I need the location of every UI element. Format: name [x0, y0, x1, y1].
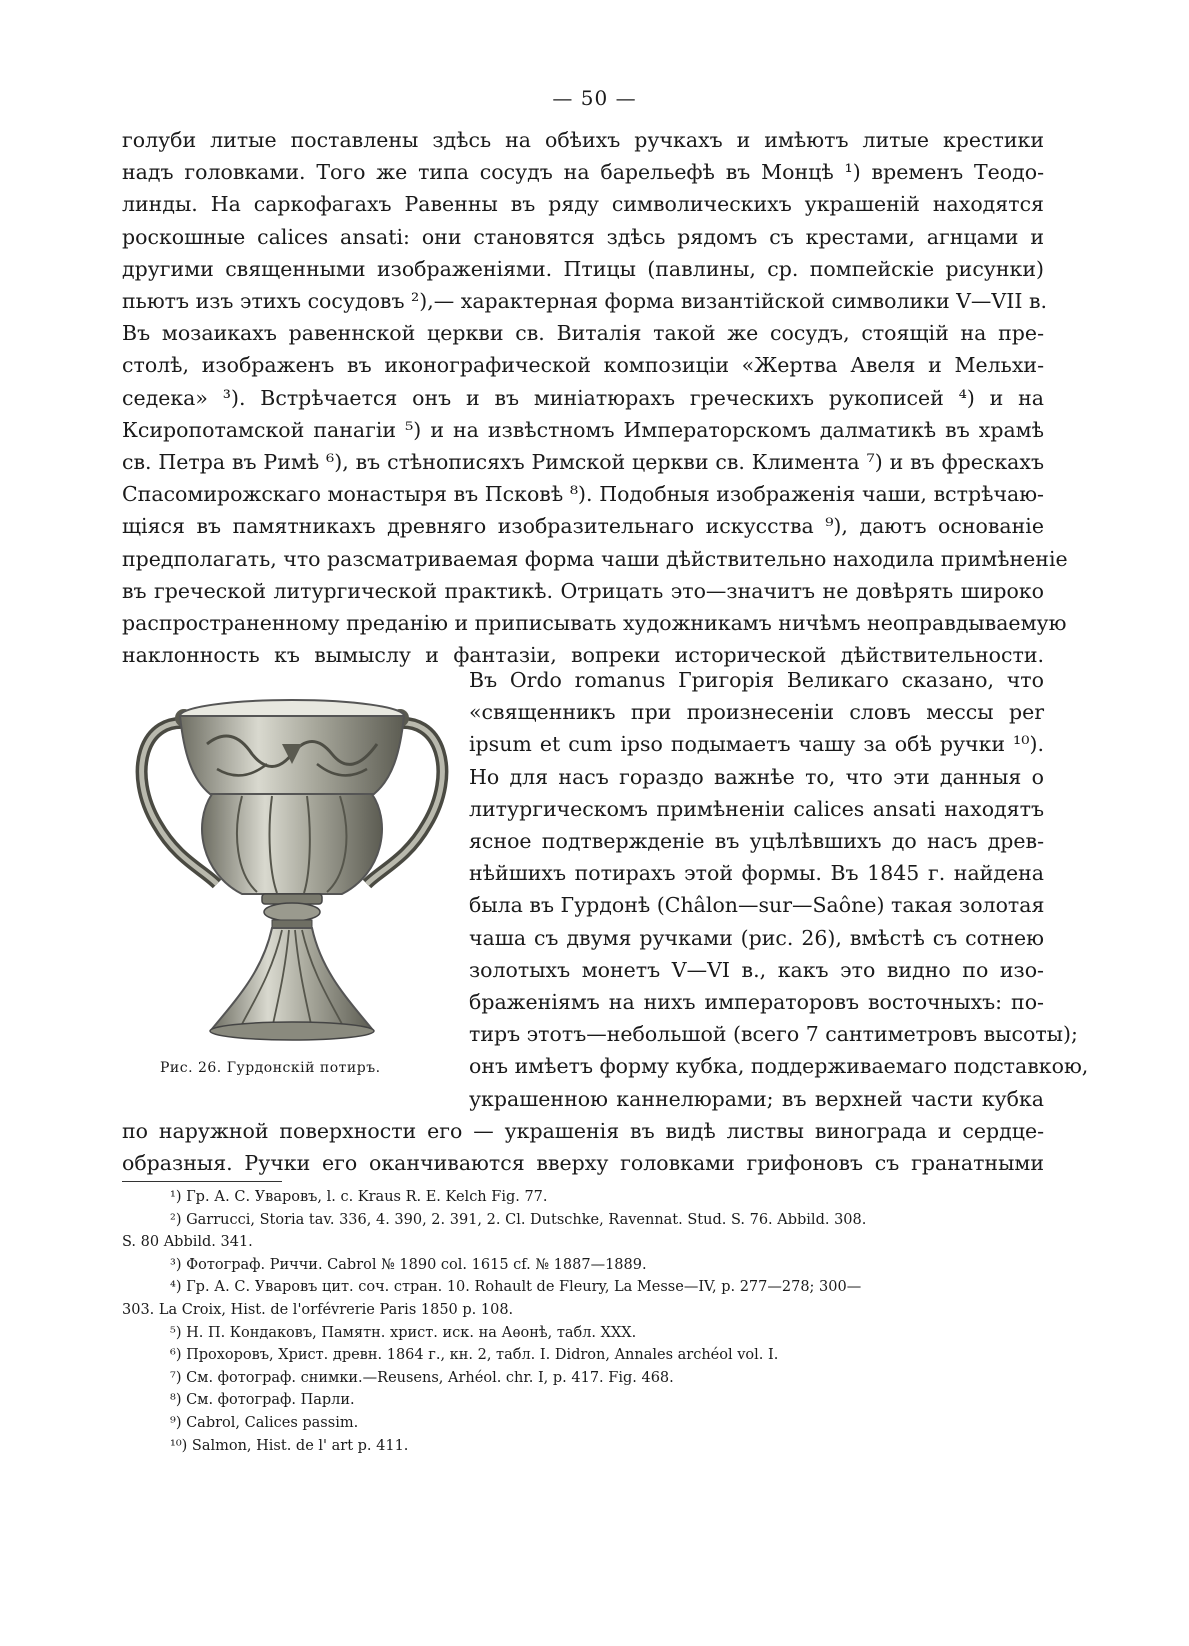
text-line: надъ головками. Того же типа сосудъ на барельефѣ въ Монцѣ ¹) временъ Теодо- [122, 160, 1044, 185]
footnote-continuation: S. 80 Abbild. 341. [122, 1234, 253, 1251]
text-line: предполагать, что разсматриваемая форма чаши дѣйствительно находила примѣненіе [122, 546, 1068, 571]
footnotes [122, 1186, 1044, 1457]
footnote-divider [122, 1181, 282, 1182]
footnote: ¹⁰) Salmon, Hist. de l' art p. 411. [170, 1437, 409, 1454]
footnote: ⁹) Cabrol, Calices passim. [170, 1414, 359, 1431]
footnote: ⁸) См. фотограф. Парли. [170, 1392, 355, 1409]
text-line: голуби литые поставлены здѣсь на обѣихъ ручкахъ и имѣютъ литые крестики [122, 128, 1044, 152]
footnote: ¹) Гр. А. С. Уваровъ, l. c. Kraus R. E. Kelch Fig. 77. [170, 1189, 548, 1205]
wrapped-paragraph [469, 664, 1089, 1115]
text-line: другими священными изображеніями. Птицы (павлины, ср. помпейскіе рисунки) [122, 256, 1044, 281]
text-line: Ксиропотамской панагіи ⁵) и на извѣстномъ Императорскомъ далматикѣ въ храмѣ [122, 417, 1044, 442]
text-line: литургическомъ примѣненіи calices ansati находятъ [469, 796, 1044, 821]
text-line: роскошные calices ansati: они становятся здѣсь рядомъ съ крестами, агнцами и [122, 224, 1044, 249]
text-line: Въ Ordo romanus Григорія Великаго сказано, что [469, 668, 1044, 692]
figure-caption: Рис. 26. Гурдонскій потиръ. [160, 1060, 381, 1076]
text-line: наклонность къ вымыслу и фантазіи, вопреки исторической дѣйствительности. [122, 643, 1044, 668]
text-line: ipsum et cum ipso подымаетъ чашу за обѣ ручки ¹⁰). [469, 732, 1044, 757]
text-line: Но для насъ гораздо важнѣе то, что эти данныя о [469, 764, 1044, 789]
text-line: «священникъ при произнесеніи словъ мессы per [469, 700, 1044, 725]
footnote-continuation: 303. La Croix, Hist. de l'orfévrerie Paris 1850 p. 108. [122, 1301, 514, 1318]
text-line: по наружной поверхности его — украшенія въ видѣ листвы винограда и сердце- [122, 1119, 1044, 1143]
text-line: браженіямъ на нихъ императоровъ восточныхъ: по- [469, 990, 1044, 1015]
page-number: — 50 — [552, 86, 637, 110]
text-line: онъ имѣетъ форму кубка, поддерживаемаго подставкою, [469, 1054, 1089, 1079]
footnote: ⁴) Гр. А. С. Уваровъ цит. соч. стран. 10. Rohault de Fleury, La Messe—IV, p. 277—278; 300— [170, 1279, 862, 1296]
footnote: ⁷) См. фотограф. снимки.—Reusens, Arhéol. chr. I, p. 417. Fig. 468. [170, 1369, 674, 1386]
text-line: чаша съ двумя ручками (рис. 26), вмѣстѣ съ сотнею [469, 925, 1044, 950]
text-line: пьютъ изъ этихъ сосудовъ ²),— характерная форма византійской символики V—VII в. [122, 289, 1048, 314]
text-line: была въ Гурдонѣ (Châlon—sur—Saône) такая золотая [469, 893, 1045, 918]
text-line: распространенному преданію и приписывать художникамъ ничѣмъ неоправдываемую [122, 611, 1067, 636]
text-line: столѣ, изображенъ въ иконографической композиціи «Жертва Авеля и Мельхи- [122, 353, 1044, 378]
text-line: линды. На саркофагахъ Равенны въ ряду символическихъ украшеній находятся [122, 192, 1044, 217]
text-line: ясное подтвержденіе въ уцѣлѣвшихъ до насъ древ- [469, 829, 1044, 854]
text-line: Въ мозаикахъ равеннской церкви св. Виталія такой же сосудъ, стоящій на пре- [122, 321, 1044, 346]
continuation-paragraph [122, 1115, 1044, 1179]
footnote: ⁶) Прохоровъ, Христ. древн. 1864 г., кн. 2, табл. I. Didron, Annales archéol vol. I. [170, 1347, 779, 1364]
text-line: тиръ этотъ—небольшой (всего 7 сантиметровъ высоты); [469, 1022, 1078, 1047]
text-line: образныя. Ручки его оканчиваются вверху головками грифоновъ съ гранатными [122, 1151, 1044, 1176]
chalice-illustration-icon [122, 684, 462, 1064]
footnote: ⁵) Н. П. Кондаковъ, Памятн. христ. иск. на Аѳонѣ, табл. XXX. [170, 1324, 637, 1341]
text-line: Спасомирожскаго монастыря въ Псковѣ ⁸). Подобныя изображенія чаши, встрѣчаю- [122, 482, 1044, 507]
text-line: св. Петра въ Римѣ ⁶), въ стѣнописяхъ Римской церкви св. Климента ⁷) и въ фрескахъ [122, 450, 1044, 475]
text-line: седека» ³). Встрѣчается онъ и въ миніатюрахъ греческихъ рукописей ⁴) и на [122, 385, 1044, 410]
text-line: золотыхъ монетъ V—VI в., какъ это видно по изо- [469, 957, 1044, 982]
footnote: ³) Фотограф. Риччи. Cabrol № 1890 col. 1615 cf. № 1887—1889. [170, 1256, 647, 1273]
text-line: щіяся въ памятникахъ древняго изобразительнаго искусства ⁹), даютъ основаніе [122, 514, 1044, 539]
text-line: нѣйшихъ потирахъ этой формы. Въ 1845 г. найдена [469, 861, 1044, 886]
chalice-figure [122, 684, 462, 1084]
footnote: ²) Garrucci, Storia tav. 336, 4. 390, 2. 391, 2. Cl. Dutschke, Ravennat. Stud. S. 76. Abbild. 308. [170, 1211, 867, 1228]
main-paragraph [122, 124, 1068, 671]
text-line: украшенною каннелюрами; въ верхней части кубка [469, 1086, 1044, 1111]
text-line: въ греческой литургической практикѣ. Отрицать это—значитъ не довѣрять широко [122, 578, 1044, 603]
